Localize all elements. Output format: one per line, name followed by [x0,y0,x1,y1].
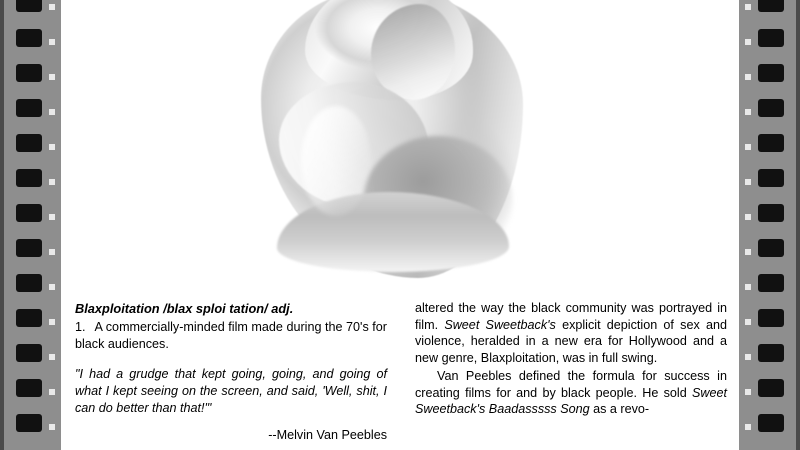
left-text-column [75,300,387,450]
paragraph-2-text-b: as a revo- [589,402,650,417]
filmstrip-tick [745,249,751,255]
sprocket-hole [758,204,784,222]
sprocket-hole [16,64,42,82]
article-text [75,300,727,450]
quote-attribution: --Melvin Van Peebles [268,427,387,442]
filmstrip-right-ticks [745,4,751,430]
sprocket-hole [16,239,42,257]
filmstrip-tick [49,354,55,360]
filmstrip-tick [49,319,55,325]
body-paragraph-2 [415,368,727,418]
filmstrip-tick [49,144,55,150]
sprocket-hole [758,309,784,327]
sprocket-hole [16,99,42,117]
paragraph-1-text-a: altered the way the black community was portrayed in film. [415,301,727,332]
sprocket-hole [758,379,784,397]
definition-term: Blaxploitation /blax sploi tation/ adj. [75,301,294,316]
filmstrip-tick [745,284,751,290]
filmstrip-tick [49,4,55,10]
filmstrip-left [0,0,68,450]
photo-shape-fold-right [371,4,455,100]
paragraph-2-film-title: Sweet Sweetback's Baadasssss Song [415,385,727,417]
filmstrip-tick [49,389,55,395]
sprocket-hole [758,99,784,117]
pull-quote: "I had a grudge that kept going, going, and going of what I kept seeing on the screen, and said, 'Well, shit, I can do better than that!'" [75,367,387,415]
sprocket-hole [16,169,42,187]
sprocket-hole [16,134,42,152]
sprocket-hole [16,344,42,362]
sprocket-hole [758,414,784,432]
paragraph-1-text-b: explicit depiction of sex and violence, heralded in a new era for Hollywood and a new genre, Blaxploitation, was in full swing. [415,317,727,366]
sprocket-hole [758,239,784,257]
filmstrip-tick [745,214,751,220]
filmstrip-left-ticks [49,4,55,430]
filmstrip-tick [745,144,751,150]
filmstrip-tick [745,39,751,45]
sprocket-hole [16,204,42,222]
filmstrip-tick [49,109,55,115]
sprocket-hole [758,134,784,152]
filmstrip-tick [49,39,55,45]
definition-number: 1. [75,320,86,335]
sprocket-hole [758,29,784,47]
filmstrip-right-sprockets [758,0,784,432]
filmstrip-left-inner-edge [61,0,68,450]
filmstrip-tick [49,179,55,185]
body-paragraph-1 [415,300,727,367]
filmstrip-tick [745,319,751,325]
right-text-column [415,300,727,450]
filmstrip-tick [49,249,55,255]
filmstrip-tick [745,354,751,360]
sculpture-photo [243,0,541,286]
sprocket-hole [758,169,784,187]
sprocket-hole [16,29,42,47]
sprocket-hole [758,0,784,12]
filmstrip-left-sprockets [16,0,42,432]
filmstrip-tick [745,389,751,395]
filmstrip-tick [745,424,751,430]
filmstrip-tick [49,284,55,290]
filmstrip-right [732,0,800,450]
sprocket-hole [758,344,784,362]
filmstrip-tick [745,109,751,115]
filmstrip-tick [745,179,751,185]
filmstrip-tick [49,424,55,430]
photo-area [75,0,725,292]
filmstrip-right-outer-edge [796,0,800,450]
sprocket-hole [16,379,42,397]
filmstrip-right-inner-edge [732,0,739,450]
filmstrip-left-outer-edge [0,0,4,450]
sprocket-hole [16,414,42,432]
filmstrip-tick [745,74,751,80]
sprocket-hole [16,309,42,327]
sprocket-hole [758,274,784,292]
definition-body [75,319,387,352]
definition-text: A commercially-minded film made during the 70's for black audiences. [75,320,387,351]
sprocket-hole [758,64,784,82]
photo-shape-highlight [301,106,371,216]
filmstrip-tick [745,4,751,10]
sprocket-hole [16,0,42,12]
sprocket-hole [16,274,42,292]
paragraph-1-film-title: Sweet Sweetback's [444,317,556,332]
filmstrip-tick [49,74,55,80]
filmstrip-tick [49,214,55,220]
paragraph-2-text-a: Van Peebles defined the formula for success in creating films for and by black people. He sold [415,368,727,400]
